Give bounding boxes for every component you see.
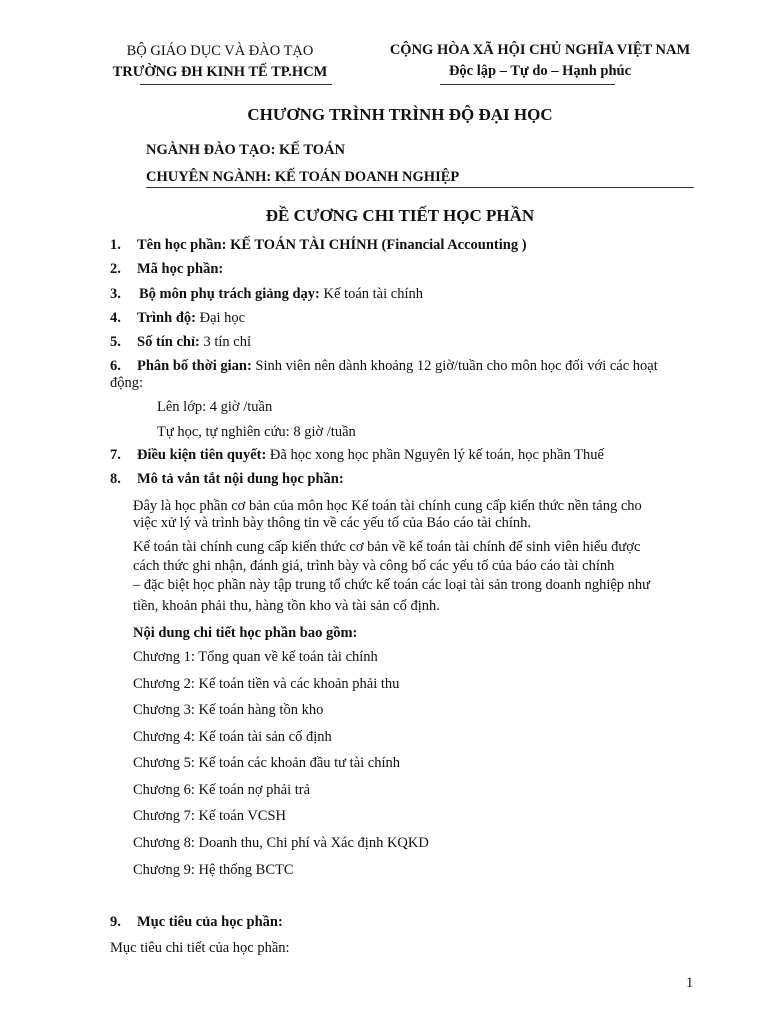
item-3-department — [139, 286, 423, 303]
chapter-item: Chương 1: Tổng quan về kế toán tài chính — [133, 649, 378, 665]
item-5-value: 3 tín chỉ — [199, 334, 251, 350]
university-name: TRƯỜNG ĐH KINH TẾ TP.HCM — [112, 64, 328, 80]
item-6-time-allocation — [137, 358, 658, 375]
item-9-number: 9. — [110, 914, 121, 930]
content-heading: Nội dung chi tiết học phần bao gồm: — [133, 625, 358, 641]
desc-p2-line1: Kế toán tài chính cung cấp kiến thức cơ bản về kế toán tài chính để sinh viên hiểu được — [133, 539, 641, 555]
item-7-number: 7. — [110, 447, 121, 463]
item-5-label: Số tín chỉ: — [137, 334, 200, 350]
major: NGÀNH ĐÀO TẠO: KẾ TOÁN — [146, 142, 345, 158]
item-6-value-line2: động: — [110, 375, 144, 391]
item-4-level — [137, 310, 245, 327]
national-motto: Độc lập – Tự do – Hạnh phúc — [448, 63, 632, 79]
item-6-self-study-hours: Tự học, tự nghiên cứu: 8 giờ /tuần — [157, 424, 356, 440]
item-3-label: Bộ môn phụ trách giảng dạy: — [139, 286, 320, 302]
item-6-value-line1: Sinh viên nên dành khoảng 12 giờ/tuần cho môn học đối với các hoạt — [251, 358, 658, 374]
chapter-item: Chương 9: Hệ thống BCTC — [133, 862, 294, 878]
objectives-intro: Mục tiêu chi tiết của học phần: — [110, 940, 290, 956]
desc-p2-line3: – đặc biệt học phần này tập trung tổ chức kế toán các loại tài sản trong doanh nghiệp như — [133, 577, 651, 593]
page-number: 1 — [686, 975, 694, 991]
item-7-value: Đã học xong học phần Nguyên lý kế toán, học phần Thuế — [266, 447, 604, 463]
desc-p1-line2: việc xử lý và trình bày thông tin về các yếu tố của Báo cáo tài chính. — [133, 515, 532, 531]
republic-title: CỘNG HÒA XÃ HỘI CHỦ NGHĨA VIỆT NAM — [389, 42, 691, 58]
item-2-number: 2. — [110, 261, 121, 277]
item-2-course-code: Mã học phần: — [137, 261, 224, 277]
item-7-prerequisites — [137, 447, 604, 464]
chapter-item: Chương 5: Kế toán các khoản đầu tư tài chính — [133, 755, 400, 771]
chapter-item: Chương 4: Kế toán tài sản cố định — [133, 729, 332, 745]
item-6-class-hours: Lên lớp: 4 giờ /tuần — [157, 399, 273, 415]
item-3-number: 3. — [110, 286, 121, 302]
item-9-objectives-heading: Mục tiêu của học phần: — [137, 914, 283, 930]
chapter-item: Chương 8: Doanh thu, Chi phí và Xác định KQKD — [133, 835, 429, 851]
item-8-description-heading: Mô tả vắn tắt nội dung học phần: — [137, 471, 344, 487]
item-7-label: Điều kiện tiên quyết: — [137, 447, 267, 463]
item-3-value: Kế toán tài chính — [319, 286, 423, 302]
item-5-credits — [137, 334, 251, 351]
item-4-label: Trình độ: — [137, 310, 196, 326]
header-left-underline — [140, 84, 332, 85]
item-4-number: 4. — [110, 310, 121, 326]
program-title: CHƯƠNG TRÌNH TRÌNH ĐỘ ĐẠI HỌC — [247, 105, 553, 124]
specialization: CHUYÊN NGÀNH: KẾ TOÁN DOANH NGHIỆP — [146, 169, 460, 185]
chapter-item: Chương 6: Kế toán nợ phải trả — [133, 782, 311, 798]
chapter-item: Chương 3: Kế toán hàng tồn kho — [133, 702, 324, 718]
chapter-item: Chương 2: Kế toán tiền và các khoản phải thu — [133, 676, 400, 692]
outline-title: ĐỀ CƯƠNG CHI TIẾT HỌC PHẦN — [265, 206, 535, 225]
item-8-number: 8. — [110, 471, 121, 487]
chapter-item: Chương 7: Kế toán VCSH — [133, 808, 287, 824]
desc-p1-line1: Đây là học phần cơ bản của môn học Kế toán tài chính cung cấp kiến thức nền tảng cho — [133, 498, 642, 514]
item-6-number: 6. — [110, 358, 121, 374]
specialization-underline — [146, 187, 694, 188]
header-right-underline — [440, 84, 615, 85]
item-1-number: 1. — [110, 237, 121, 253]
desc-p2-line2: cách thức ghi nhận, đánh giá, trình bày và công bố các yếu tố của báo cáo tài chính — [133, 558, 615, 574]
item-5-number: 5. — [110, 334, 121, 350]
desc-p2-line4: tiền, khoản phải thu, hàng tồn kho và tài sản cố định. — [133, 598, 440, 614]
item-1-course-name: Tên học phần: KẾ TOÁN TÀI CHÍNH (Financial Accounting ) — [137, 237, 527, 253]
item-4-value: Đại học — [195, 310, 246, 326]
item-6-label: Phân bố thời gian: — [137, 358, 252, 374]
ministry-name: BỘ GIÁO DỤC VÀ ĐÀO TẠO — [126, 43, 314, 59]
